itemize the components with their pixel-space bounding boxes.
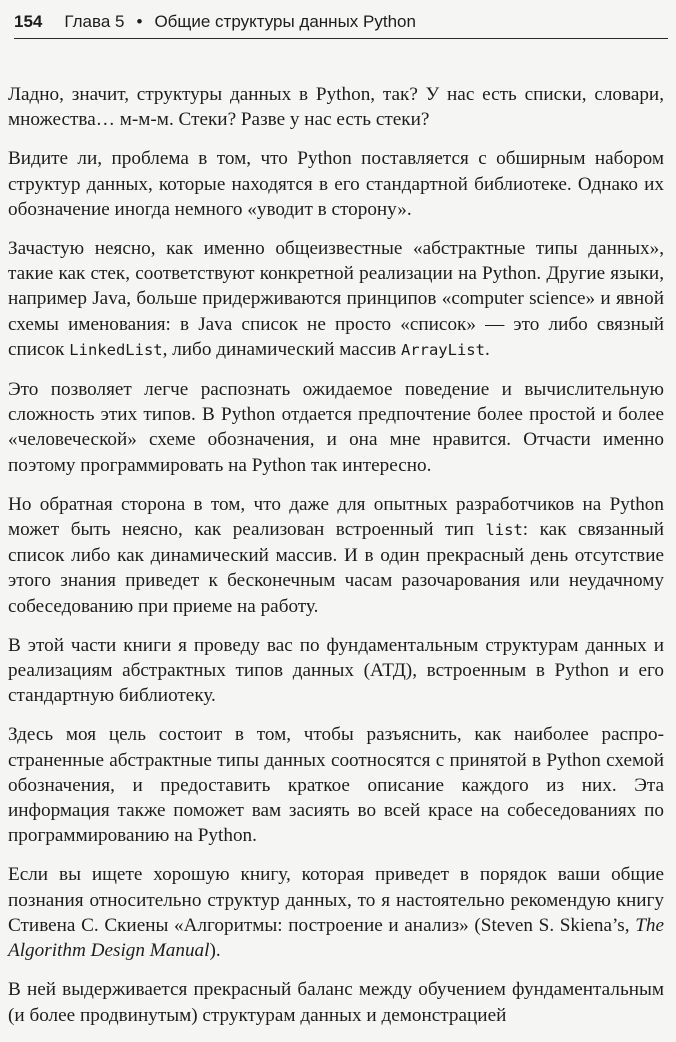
chapter-label: Глава 5 — [64, 12, 125, 31]
paragraph-5-text-a: Но обратная сторона в том, что даже для опытных разработчиков на Python может быть неясно, как реализован встроенный тип — [8, 493, 664, 541]
code-arraylist: ArrayList — [400, 340, 485, 359]
code-list: list — [485, 521, 523, 540]
header-separator: • — [136, 12, 143, 31]
paragraph-3-text-c: . — [484, 338, 490, 360]
paragraph-6: В этой части книги я проведу вас по фундаментальным структурам данных и реализациям абстрактных типов данных (АТД), встроенным в Python и его стандартную библиотеку. — [8, 634, 664, 707]
body-text — [8, 82, 664, 1042]
paragraph-5-text-b: : как связанный список либо как динамический массив. И в один прекрасный день отсутствие этого знания приведет к бесконечным часам разочарования или неудачному собеседованию при приеме на работу. — [8, 519, 664, 617]
chapter-title: Общие структуры данных Python — [154, 12, 416, 31]
paragraph-3-text-a: Зачастую неясно, как именно общеизвестные «абстрактные типы данных», такие как стек, соответствуют конкретной реализации на Python. Другие языки, например Java, больше придерживаются принципов «computer science» и явной схемы именования: в Java список не просто «список» — это либо связный список — [8, 238, 664, 360]
page-number: 154 — [14, 12, 43, 31]
book-title-italic: The Algorithm Design Manual — [8, 914, 664, 962]
paragraph-1: Ладно, значит, структуры данных в Python, так? У нас есть списки, словари, множества… м-м-м. Стеки? Разве у нас есть стеки? — [8, 84, 664, 131]
paragraph-3-text-b: , либо динамический массив — [162, 338, 401, 360]
paragraph-8 — [8, 862, 664, 963]
paragraph-7: Здесь моя цель состоит в том, чтобы разъяснить, как наиболее распространенные абстрактные типы данных соотносятся с принятой в Python схемой обозначения, и предоставить краткое описание каждого из них. Эта информация также поможет вам засиять во всей красе на собеседованиях по программированию на Python. — [8, 724, 664, 847]
paragraph-9: В ней выдерживается прекрасный баланс между обучением фундаментальным (и более продвинутым) структурам данных и демонстрацией — [8, 979, 664, 1026]
code-linkedlist: LinkedList — [69, 340, 163, 359]
paragraph-5 — [8, 492, 664, 619]
running-header — [14, 8, 668, 39]
paragraph-3 — [8, 236, 664, 363]
paragraph-8-text-a: Если вы ищете хорошую книгу, которая приведет в порядок ваши общие познания относительно структур данных, то я настоятельно рекомендую книгу Стивена С. Скиены «Алгоритмы: построение и анализ» (Steven S. Skiena’s, — [8, 864, 664, 936]
paragraph-8-text-b: ). — [209, 940, 221, 962]
paragraph-4: Это позволяет легче распознать ожидаемое поведение и вычислительную сложность этих типов. В Python отдается предпочтение более простой и более «человеческой» схеме обозначения, и она мне нравится. Отчасти именно поэтому программировать на Python так интересно. — [8, 379, 664, 476]
paragraph-2: Видите ли, проблема в том, что Python поставляется с обширным набором структур данных, которые находятся в его стандартной библиотеке. Однако их обозначение иногда немного «уводит в сторону». — [8, 148, 664, 220]
